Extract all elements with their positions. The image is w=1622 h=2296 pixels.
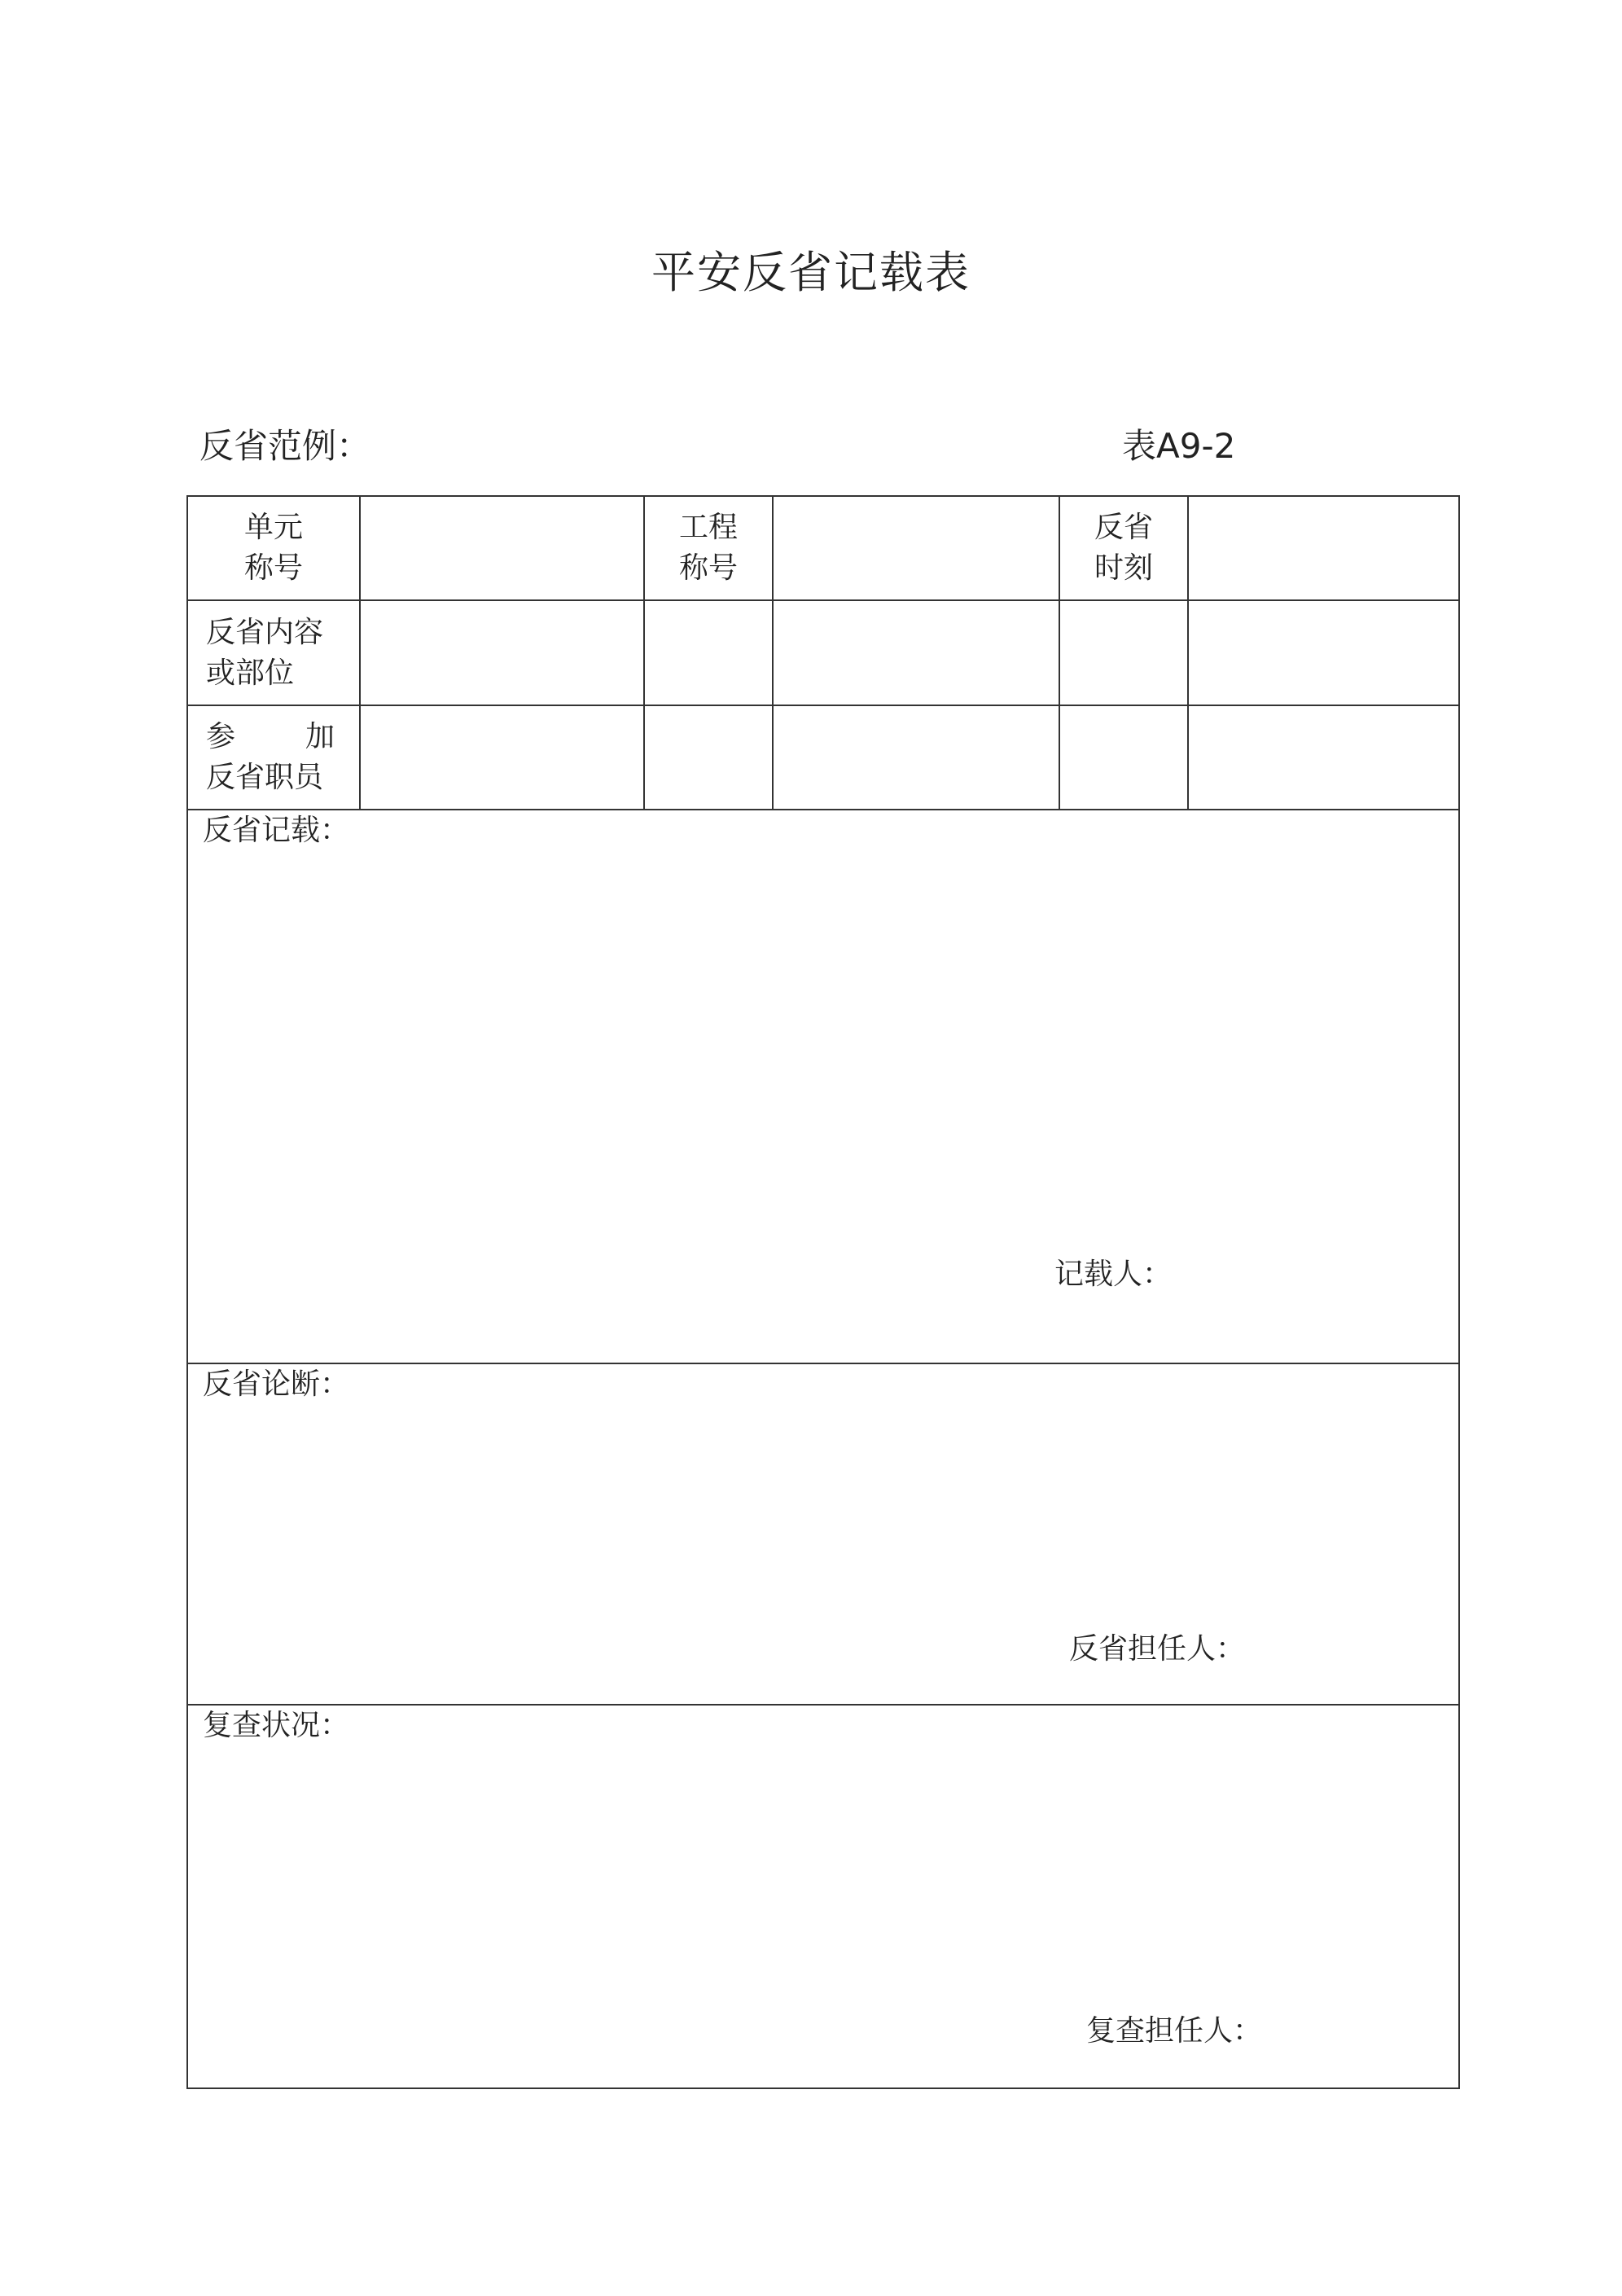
content-field-5[interactable]	[1188, 600, 1459, 705]
page-title: 平安反省记载表	[651, 247, 971, 298]
content-row	[187, 600, 1459, 705]
reviewer-signature-label: 复查担任人：	[1086, 2014, 1263, 2048]
participants-field-3[interactable]	[773, 705, 1059, 810]
participants-field-1[interactable]	[360, 705, 644, 810]
content-field-3[interactable]	[773, 600, 1059, 705]
inspection-time-field[interactable]	[1188, 496, 1459, 600]
participants-row	[187, 705, 1459, 810]
inspection-conclusion-title: 反省论断：	[203, 1368, 350, 1401]
content-field-4[interactable]	[1059, 600, 1188, 705]
review-row	[187, 1705, 1459, 2088]
form-label: 反省范例：	[199, 426, 371, 466]
participants-field-2[interactable]	[644, 705, 773, 810]
inspection-form-table	[186, 495, 1460, 2089]
inspection-time-label: 反省 时刻	[1059, 496, 1188, 600]
diagnosis-row	[187, 1363, 1459, 1705]
review-status-area[interactable]	[187, 1705, 1459, 2088]
unit-name-label: 单元 称号	[187, 496, 360, 600]
participants-field-4[interactable]	[1059, 705, 1188, 810]
participants-field-5[interactable]	[1188, 705, 1459, 810]
review-status-title: 复查状况：	[203, 1709, 350, 1742]
project-name-label: 工程 称号	[644, 496, 773, 600]
inspection-content-label: 反省内容 或部位	[187, 600, 360, 705]
form-number: 表A9-2	[1122, 426, 1236, 466]
inspection-record-area[interactable]	[187, 810, 1459, 1363]
record-row	[187, 810, 1459, 1363]
participants-label: 参 加 反省职员	[187, 705, 360, 810]
unit-name-field[interactable]	[360, 496, 644, 600]
header-row	[187, 496, 1459, 600]
inspection-conclusion-area[interactable]	[187, 1363, 1459, 1705]
content-field-1[interactable]	[360, 600, 644, 705]
project-name-field[interactable]	[773, 496, 1059, 600]
content-field-2[interactable]	[644, 600, 773, 705]
inspection-record-title: 反省记载：	[203, 814, 350, 847]
recorder-signature-label: 记载人：	[1054, 1258, 1173, 1291]
inspector-signature-label: 反省担任人：	[1069, 1632, 1246, 1666]
